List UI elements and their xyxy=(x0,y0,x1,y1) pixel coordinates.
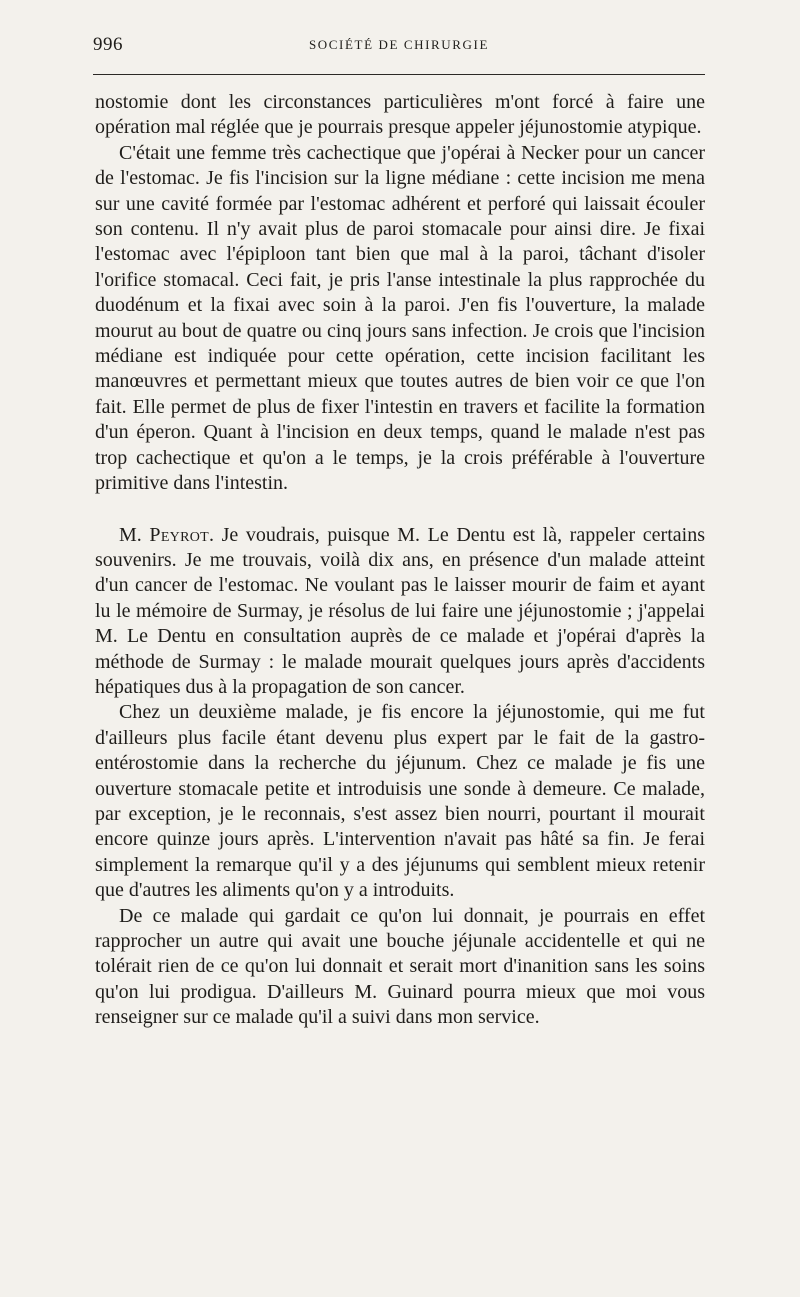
paragraph-speaker-peyrot xyxy=(95,523,705,701)
speaker-text: . Je voudrais, puisque M. Le Dentu est là, rappeler certains souvenirs. Je me trouvais, voilà dix ans, en présence d'un malade atteint d'un cancer de l'estomac. Ne voulant pas le laisser mourir de faim et ayant lu le mémoire de Surmay, je résolus de lui faire une jéjunostomie ; j'appelai M. Le Dentu en consultation auprès de ce malade et j'opérai d'après la méthode de Surmay : le malade mourait quelques jours après d'accidents hépatiques dus à la propagation de son cancer. xyxy=(95,523,705,698)
body-text xyxy=(95,90,705,1031)
speaker-name: Peyrot xyxy=(149,523,209,546)
paragraph-continuation: nostomie dont les circonstances particulières m'ont forcé à faire une opération mal réglée que je pourrais presque appeler jéjunostomie atypique. xyxy=(95,91,705,139)
header-rule xyxy=(93,74,705,75)
speaker-prefix: M. xyxy=(119,523,150,546)
page-header xyxy=(93,34,705,58)
running-head: SOCIÉTÉ DE CHIRURGIE xyxy=(308,37,490,52)
paragraph: C'était une femme très cachectique que j'opérai à Necker pour un cancer de l'estomac. Je fis l'incision sur la ligne médiane : cette incision me mena sur une cavité formée par l'estomac adhérent et perforé qui laissait écouler son contenu. Il n'y avait plus de paroi stomacale pour ainsi dire. Je fixai l'estomac avec l'épiploon tant bien que mal à la paroi, tâchant d'isoler l'orifice stomacal. Ceci fait, je pris l'anse intestinale la plus rapprochée du duodénum et la fixai avec soin à la paroi. J'en fis l'ouverture, la malade mourut au bout de quatre ou cinq jours sans infection. Je crois que l'incision médiane est indiquée pour cette opération, cette incision facilitant les manœuvres et permettant mieux que toutes autres de bien voir ce que l'on fait. Elle permet de plus de fixer l'intestin en travers et facilite la formation d'un éperon. Quant à l'incision en deux temps, quand le malade n'est pas trop cachectique et qu'on a le temps, je la crois préférable à l'ouverture primitive dans l'intestin. xyxy=(95,141,705,495)
paragraph: Chez un deuxième malade, je fis encore la jéjunostomie, qui me fut d'ailleurs plus facile étant devenu plus expert par le fait de la gastro-entérostomie dans la recherche du jéjunum. Chez ce malade je fis une ouverture stomacale petite et introduisis une sonde à demeure. Ce malade, par exception, je le reconnais, s'est assez bien nourri, pourtant il mourait encore quinze jours après. L'intervention n'avait pas hâté sa fin. Je ferai simplement la remarque qu'il y a des jéjunums qui semblent mieux retenir que d'autres les aliments qu'on y a introduits. xyxy=(95,701,705,902)
paragraph: De ce malade qui gardait ce qu'on lui donnait, je pourrais en effet rapprocher un autre qui avait une bouche jéjunale accidentelle et qui ne tolérait rien de ce qu'on lui donnait et serait mort d'inanition sans les soins qu'on lui prodigua. D'ailleurs M. Guinard pourra mieux que moi vous renseigner sur ce malade qu'il a suivi dans mon service. xyxy=(95,904,705,1029)
page-number: 996 xyxy=(93,34,123,55)
